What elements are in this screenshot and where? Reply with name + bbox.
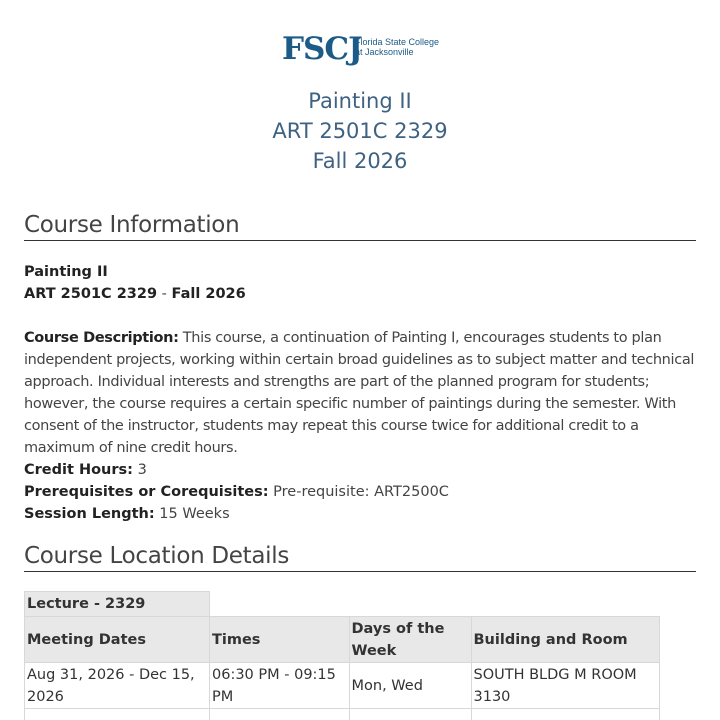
prerequisites-label: Prerequisites or Corequisites: [24,484,269,500]
session-length [24,503,230,525]
meeting-dates-cell: Aug 31, 2026 - Dec 15, 2026 [25,663,210,709]
session-length-value: 15 Weeks [159,506,230,522]
course-name [24,261,108,283]
table-row [25,709,660,720]
table-caption: Lecture - 2329 [25,592,210,617]
credit-hours [24,459,147,481]
column-header: Building and Room [471,617,659,663]
course-code-title: ART 2501C 2329 [272,119,448,143]
table-caption-row [25,592,660,617]
course-location-heading: Course Location Details [24,541,696,572]
column-header: Times [210,617,350,663]
times-cell: 06:30 PM - 09:15 PM [210,663,350,709]
fscj-logo [282,31,442,69]
days-cell: Mon, Wed [349,663,471,709]
logo-line-2: at Jacksonville [355,47,414,57]
course-code-text: ART 2501C 2329 [24,286,158,302]
course-code-line [24,283,246,305]
credit-hours-value: 3 [137,462,147,478]
course-description-label: Course Description: [24,330,179,346]
course-description [24,327,696,459]
course-description-text: This course, a continuation of Painting I, encourages students to plan independent projects, working within certain broad guidelines as to subject matter and technical approach. Individual interests and strengths are part of the planned program for students; however, the course requires a certain specific number of paintings during the semester. With consent of the instructor, students may repeat this course twice for additional credit to a maximum of nine credit hours. [24,330,695,456]
logo-mark: FSCJ [282,31,362,67]
course-term-text: Fall 2026 [171,286,246,302]
prerequisites [24,481,449,503]
table-header-row [25,617,660,663]
logo-line-1: Florida State College [355,37,440,47]
table-row [25,663,660,709]
column-header: Meeting Dates [25,617,210,663]
page-title: Painting II [308,89,412,113]
location-table [24,591,660,720]
column-header: Days of the Week [349,617,471,663]
session-length-label: Session Length: [24,506,155,522]
prerequisites-value: Pre-requisite: ART2500C [273,484,449,500]
code-separator: - [157,286,172,302]
course-information-heading: Course Information [24,210,696,241]
credit-hours-label: Credit Hours: [24,462,133,478]
course-name-text: Painting II [24,264,108,280]
term-title: Fall 2026 [312,149,408,173]
logo-text [355,37,439,57]
building-room-cell: SOUTH BLDG M ROOM 3130 [471,663,659,709]
page-title-block [0,86,720,176]
